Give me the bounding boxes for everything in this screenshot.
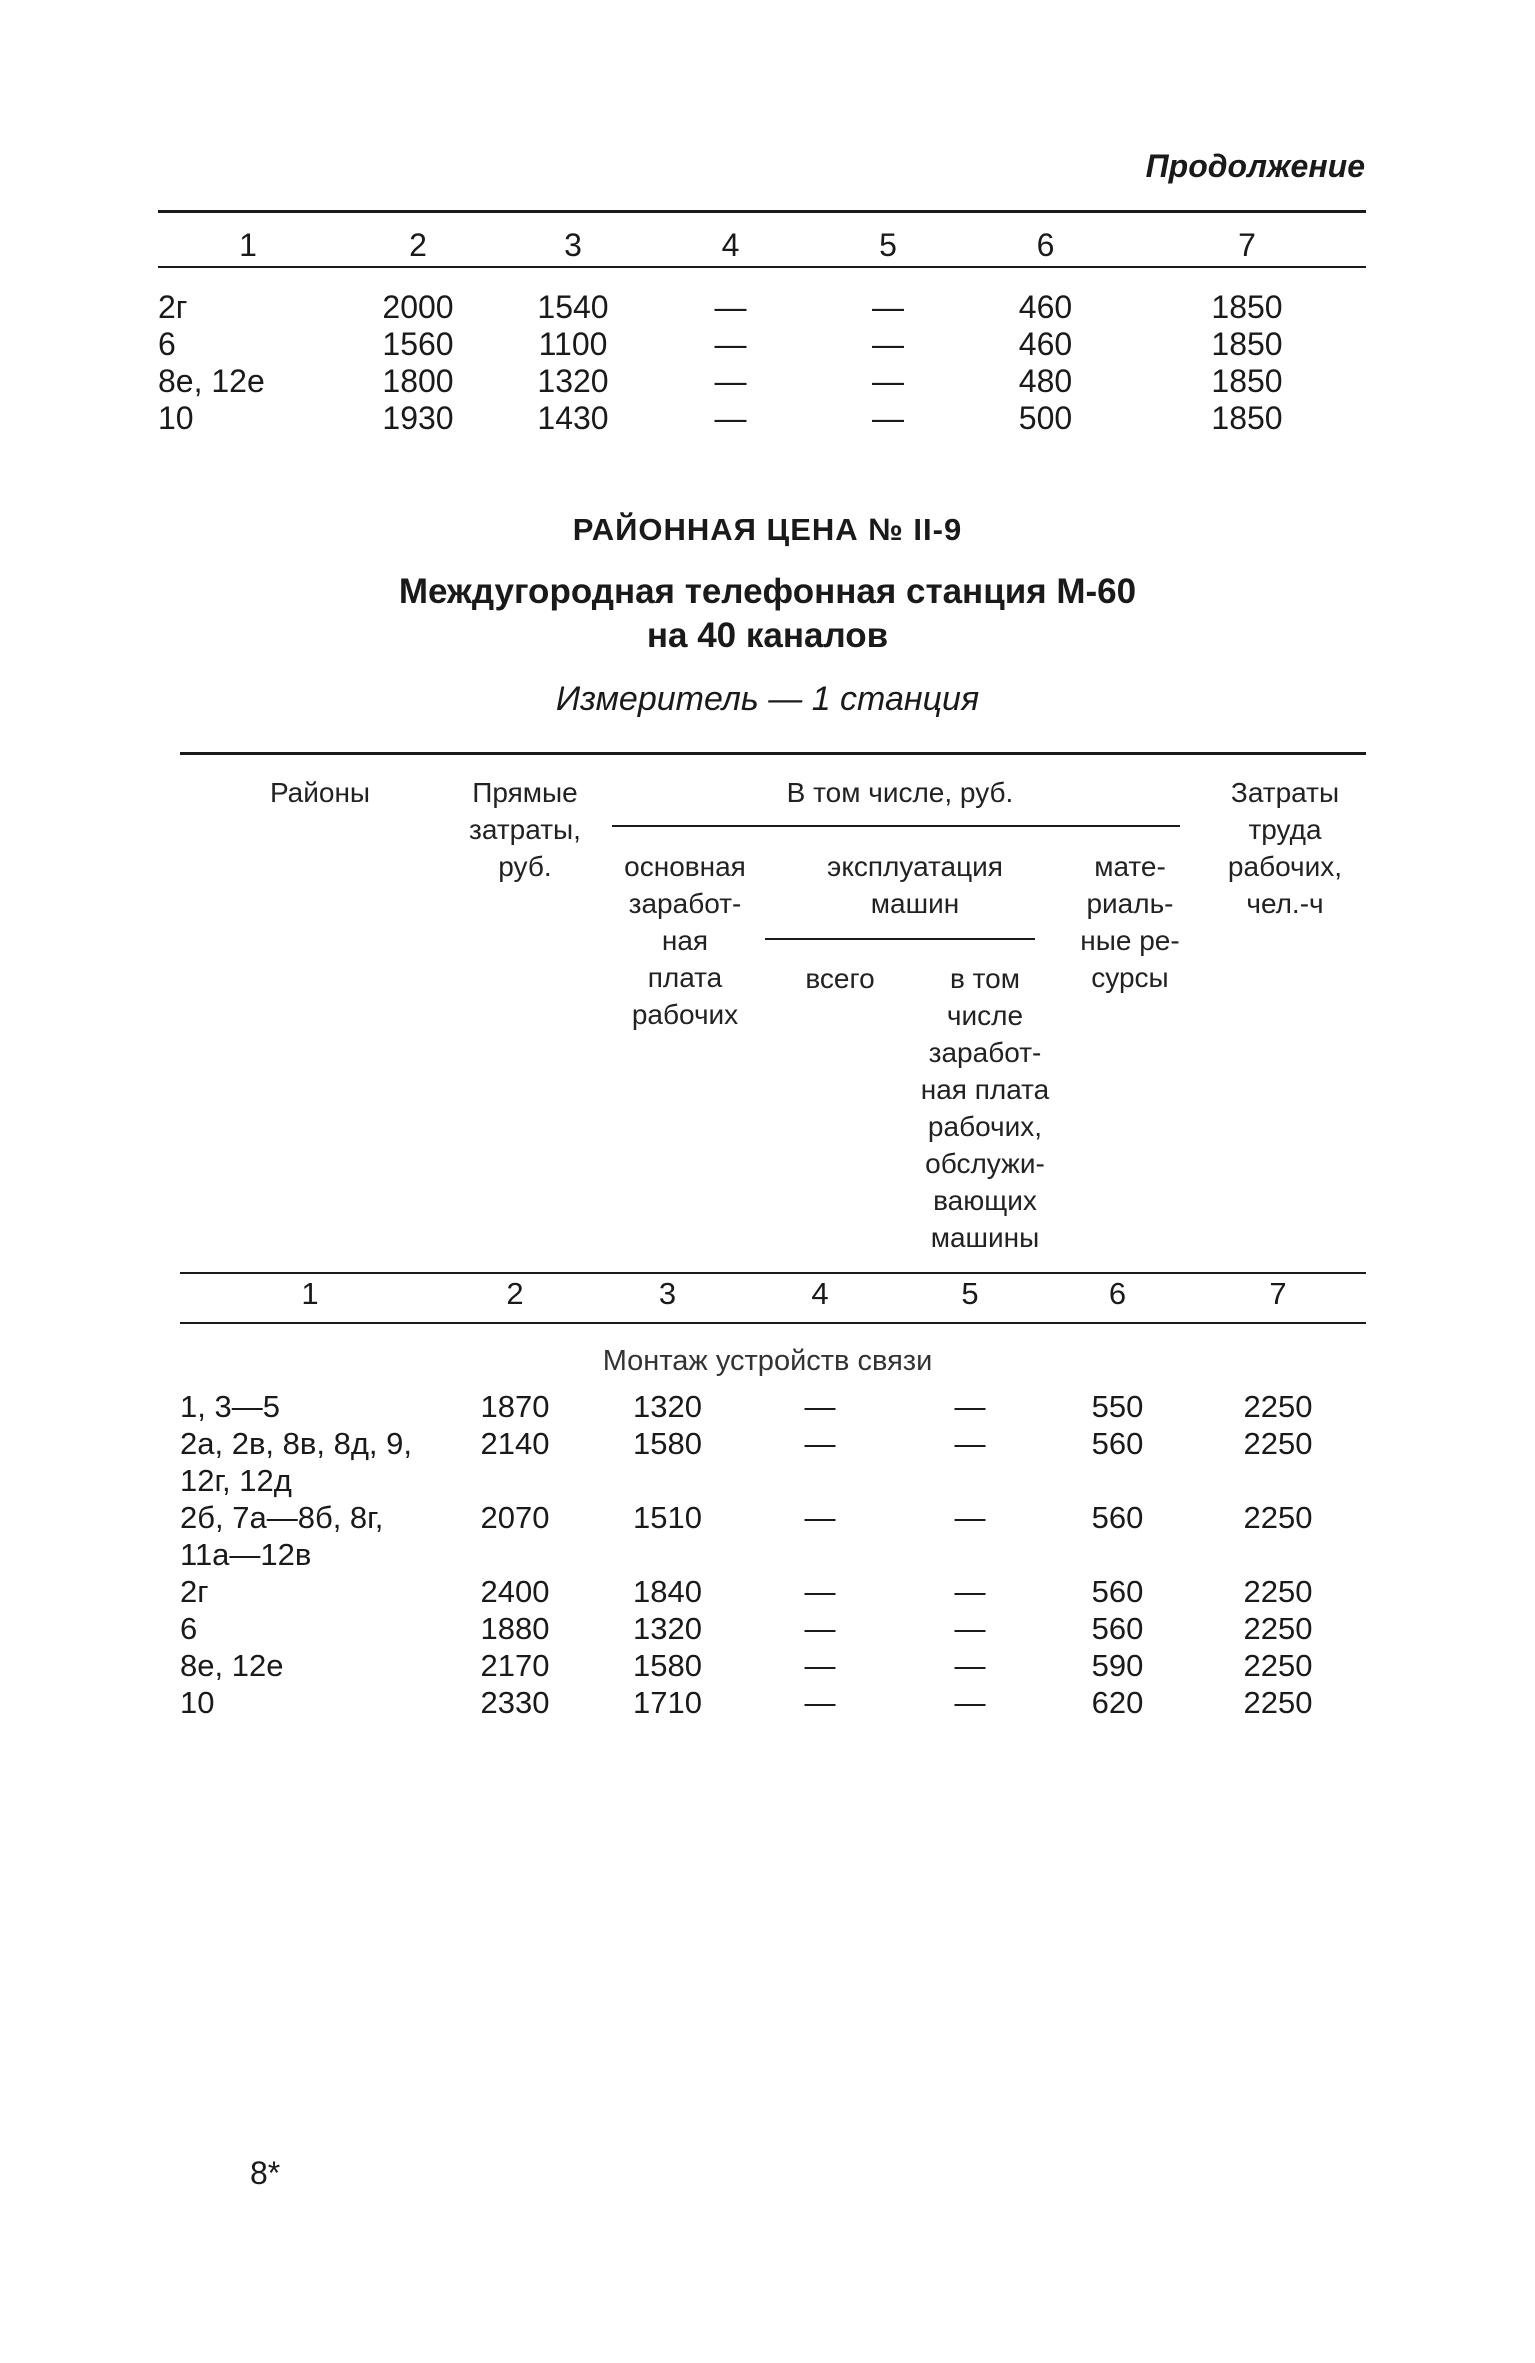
table-row (180, 1388, 1366, 1425)
top-table-rule-top (158, 210, 1366, 213)
col-num-3: 3 (658, 1276, 677, 1311)
materials-cell: 560 (1091, 1611, 1144, 1646)
header-line: рабочих, (927, 1111, 1043, 1142)
labor-cell: 2250 (1243, 1389, 1313, 1424)
materials-cell: 590 (1091, 1648, 1144, 1683)
top-col-num-3: 3 (564, 227, 582, 263)
materials-cell: 500 (1018, 400, 1073, 436)
materials-cell: 560 (1091, 1574, 1144, 1609)
materials-cell: 460 (1018, 326, 1073, 362)
direct-cost-cell: 1930 (382, 400, 454, 436)
col-num-5: 5 (961, 1276, 979, 1311)
base-wage-cell: 1580 (633, 1426, 702, 1461)
header-line: заработ- (928, 1037, 1042, 1068)
region-cell: 6 (180, 1611, 198, 1646)
base-wage-cell: 1840 (633, 1574, 702, 1609)
region-cell: 10 (158, 400, 194, 436)
section-title: Монтаж устройств связи (602, 1345, 933, 1377)
header-line: плата (647, 962, 723, 993)
header-line: ная плата (920, 1074, 1050, 1105)
header-line: сурсы (1091, 962, 1169, 993)
base-wage-cell: 1580 (633, 1648, 702, 1683)
labor-cell: 1850 (1211, 363, 1283, 399)
machine-wage-cell: — (872, 326, 904, 362)
labor-cell: 2250 (1243, 1500, 1313, 1535)
region-cell: 2г (158, 289, 188, 325)
machine-total-cell: — (714, 400, 747, 436)
machine-total-cell: — (804, 1685, 836, 1720)
machine-total-cell: — (714, 326, 747, 362)
top-table (158, 215, 1366, 437)
materials-cell: 460 (1018, 289, 1073, 325)
machine-total-cell: — (714, 363, 747, 399)
header-line: рабочих (631, 999, 739, 1030)
table-row (158, 326, 1366, 363)
main-table-rule-top (180, 752, 1366, 755)
base-wage-cell: 1100 (538, 326, 608, 362)
machine-wage-cell: — (954, 1500, 986, 1535)
header-labor (1205, 774, 1365, 922)
col-num-4: 4 (811, 1276, 829, 1311)
machine-total-cell: — (714, 289, 747, 325)
header-line: числе (946, 1000, 1024, 1031)
top-col-num-2: 2 (409, 227, 427, 263)
header-line: труда (1248, 814, 1322, 845)
header-line: эксплуатация (827, 851, 1003, 882)
base-wage-cell: 1510 (633, 1500, 702, 1535)
machine-wage-cell: — (954, 1426, 986, 1461)
region-cell: 6 (158, 326, 176, 362)
top-col-num-7: 7 (1238, 227, 1256, 263)
top-col-num-5: 5 (879, 227, 897, 263)
machine-wage-cell: — (954, 1648, 986, 1683)
top-col-num-6: 6 (1036, 227, 1055, 263)
direct-cost-cell: 1880 (480, 1611, 550, 1646)
col-num-6: 6 (1108, 1276, 1127, 1311)
header-line: ные ре- (1080, 925, 1180, 956)
region-cell: 2г (180, 1574, 209, 1609)
header-line: машины (930, 1222, 1040, 1253)
header-machine-operation (770, 848, 1060, 922)
machine-total-cell: — (804, 1574, 836, 1609)
machine-wage-cell: — (872, 363, 904, 399)
machine-total-cell: — (804, 1389, 836, 1424)
region-cell: 1, 3—5 (180, 1389, 280, 1424)
machine-total-cell: — (804, 1500, 836, 1535)
labor-cell: 2250 (1243, 1648, 1313, 1683)
materials-cell: 560 (1091, 1500, 1144, 1535)
subject-title (0, 570, 1535, 658)
table-row (158, 400, 1366, 437)
header-including-wage (905, 960, 1065, 1256)
base-wage-cell: 1540 (537, 289, 609, 325)
header-line: ная (661, 925, 709, 956)
page-number: 8* (250, 2155, 281, 2191)
direct-cost-cell: 2400 (480, 1574, 550, 1609)
direct-cost-cell: 2170 (480, 1648, 550, 1683)
header-line: затраты, (469, 814, 581, 845)
top-col-num-4: 4 (721, 227, 740, 263)
machine-wage-cell: — (954, 1574, 986, 1609)
machine-wage-cell: — (954, 1389, 986, 1424)
header-line: заработ- (628, 888, 742, 919)
subject-line-1: Междугородная телефонная станция М-60 (398, 572, 1137, 611)
main-table-rule-numbers (180, 1322, 1366, 1324)
subject-line-2: на 40 каналов (646, 616, 889, 655)
machine-total-cell: — (804, 1648, 836, 1683)
machine-wage-cell: — (954, 1611, 986, 1646)
region-cell: 2б, 7а—8б, 8г, 11а—12в (180, 1500, 384, 1572)
col-num-1: 1 (301, 1276, 319, 1311)
unit-label: Измеритель — 1 станция (555, 680, 980, 718)
labor-cell: 2250 (1243, 1574, 1313, 1609)
labor-cell: 1850 (1211, 326, 1283, 362)
base-wage-cell: 1320 (537, 363, 609, 399)
main-table-rule-header (180, 1272, 1366, 1274)
header-line: мате- (1094, 851, 1166, 882)
top-table-header-row (158, 215, 1366, 275)
header-line: вающих (933, 1185, 1037, 1216)
table-row (180, 1499, 1366, 1573)
header-machine-rule (765, 938, 1035, 940)
direct-cost-cell: 1870 (480, 1389, 550, 1424)
header-including: В том числе, руб. (786, 777, 1014, 808)
region-cell: 8е, 12е (158, 363, 265, 399)
base-wage-cell: 1320 (633, 1389, 702, 1424)
price-title: РАЙОННАЯ ЦЕНА № II-9 (572, 512, 963, 547)
header-line: Прямые (472, 777, 578, 808)
base-wage-cell: 1430 (537, 400, 609, 436)
base-wage-cell: 1710 (633, 1685, 702, 1720)
labor-cell: 2250 (1243, 1685, 1313, 1720)
direct-cost-cell: 2140 (480, 1426, 550, 1461)
header-line: чел.-ч (1246, 888, 1324, 919)
machine-total-cell: — (804, 1426, 836, 1461)
col-num-7: 7 (1269, 1276, 1287, 1311)
machine-total-cell: — (804, 1611, 836, 1646)
materials-cell: 620 (1091, 1685, 1144, 1720)
table-row (180, 1425, 1366, 1499)
labor-cell: 1850 (1211, 400, 1283, 436)
table-row (180, 1610, 1366, 1647)
header-direct-costs (440, 774, 610, 885)
machine-wage-cell: — (872, 289, 904, 325)
base-wage-cell: 1320 (633, 1611, 702, 1646)
header-line: рабочих, (1227, 851, 1343, 882)
direct-cost-cell: 2000 (382, 289, 454, 325)
table-row (158, 363, 1366, 400)
main-table (180, 1388, 1366, 1721)
materials-cell: 550 (1091, 1389, 1144, 1424)
table-row (180, 1573, 1366, 1610)
labor-cell: 2250 (1243, 1426, 1313, 1461)
labor-cell: 2250 (1243, 1611, 1313, 1646)
machine-wage-cell: — (872, 400, 904, 436)
header-total: всего (805, 963, 875, 994)
header-line: машин (870, 888, 960, 919)
machine-wage-cell: — (954, 1685, 986, 1720)
direct-cost-cell: 2330 (480, 1685, 550, 1720)
direct-cost-cell: 1560 (382, 326, 454, 362)
table-row (158, 289, 1366, 326)
header-line: в том (950, 963, 1020, 994)
region-cell: 8е, 12е (180, 1648, 284, 1683)
materials-cell: 480 (1018, 363, 1073, 399)
table-row (180, 1647, 1366, 1684)
labor-cell: 1850 (1211, 289, 1283, 325)
col-num-2: 2 (506, 1276, 524, 1311)
region-cell: 2а, 2в, 8в, 8д, 9, 12г, 12д (180, 1426, 412, 1498)
header-line: Затраты (1230, 777, 1340, 808)
header-materials (1060, 848, 1200, 996)
continuation-label: Продолжение (1145, 148, 1365, 184)
region-cell: 10 (180, 1685, 215, 1720)
header-including-rule (612, 825, 1180, 827)
direct-cost-cell: 1800 (382, 363, 454, 399)
header-line: основная (624, 851, 746, 882)
materials-cell: 560 (1091, 1426, 1144, 1461)
table-row (180, 1684, 1366, 1721)
header-regions: Районы (269, 777, 371, 808)
header-line: риаль- (1086, 888, 1174, 919)
header-line: обслужи- (925, 1148, 1045, 1179)
column-numbers-row (180, 1275, 1366, 1312)
header-base-wage (605, 848, 765, 1033)
direct-cost-cell: 2070 (480, 1500, 550, 1535)
top-col-num-1: 1 (239, 227, 257, 263)
header-line: руб. (498, 851, 552, 882)
